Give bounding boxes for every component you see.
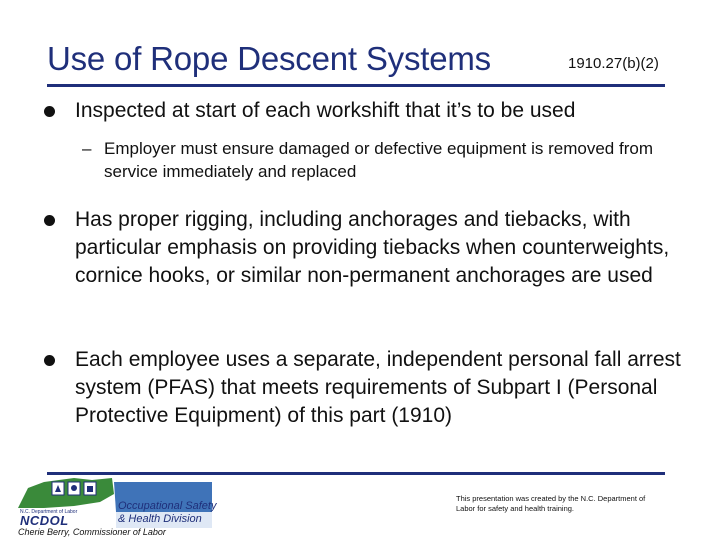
title-row	[47, 40, 707, 84]
logo-division-line2: & Health Division	[118, 513, 202, 525]
sub-bullet	[82, 137, 664, 183]
credit-note: This presentation was created by the N.C. Department of Labor for safety and health training.	[456, 494, 646, 513]
bullet-dot-icon	[44, 355, 55, 366]
bullet-2-text: Has proper rigging, including anchorages and tiebacks, with particular emphasis on providing tiebacks when counterweights, cornice hooks, or similar non-permanent anchorages are used	[75, 208, 670, 287]
bullet-2	[75, 206, 685, 290]
citation: 1910.27(b)(2)	[568, 55, 659, 72]
sub-bullet-text: Employer must ensure damaged or defective equipment is removed from service immediately and replaced	[104, 139, 653, 181]
bullet-3-text: Each employee uses a separate, independent personal fall arrest system (PFAS) that meets requirements of Subpart I (Personal Protective Equipment) of this part (1910)	[75, 348, 681, 427]
logo-commissioner: Cherie Berry, Commissioner of Labor	[18, 527, 166, 537]
bullet-1	[75, 97, 685, 125]
bullet-dot-icon	[44, 215, 55, 226]
slide-title: Use of Rope Descent Systems	[47, 40, 491, 77]
bullet-3	[75, 346, 685, 430]
bullet-1-text: Inspected at start of each workshift that it’s to be used	[75, 99, 576, 122]
logo-dept: N.C. Department of Labor	[20, 509, 78, 515]
title-divider	[47, 84, 665, 87]
logo-brand: NCDOL	[20, 513, 69, 528]
dash-icon: –	[82, 139, 92, 158]
logo-division-line1: Occupational Safety	[118, 500, 217, 512]
bullet-dot-icon	[44, 106, 55, 117]
ncdol-logo	[14, 472, 217, 538]
